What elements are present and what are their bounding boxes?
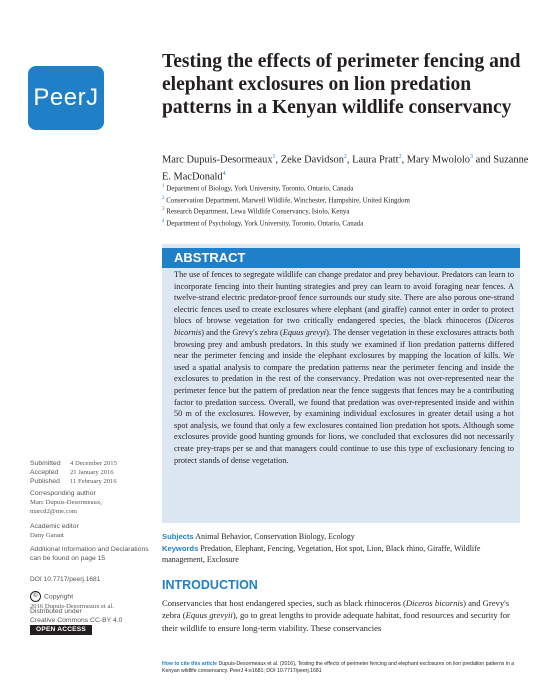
author-name: Mary Mwololo (406, 154, 470, 166)
author-separator: , (346, 154, 353, 166)
text-run: ) and the Grevy's zebra ( (201, 327, 283, 337)
text-run: The use of fences to segregate wildlife can change predator and prey behaviour. Predators can learn to incorporate fencing into their hunting strategies and prey can learn to avoid foraging near fences. A twelve-strand electric predator-proof fence surrounds our study site. There are also porous one-strand electric fences used to create exclosures where elephant (and giraffe) cannot enter in order to protect blocs of browse vegetation for two critically endangered species, the black rhinoceros ( (174, 270, 514, 326)
additional-info[interactable]: Additional Information and Declarations can be found on page 15 (30, 546, 149, 562)
keywords-label: Keywords (162, 544, 199, 553)
editor-label: Academic editor (30, 523, 79, 530)
affiliation-text: Department of Psychology, York University, Toronto, Ontario, Canada (164, 218, 364, 227)
affiliation-number: 2 (162, 195, 165, 201)
subjects-label: Subjects (162, 532, 194, 541)
text-run: ), go to great lengths to provide adequate habitat, food resources and security for their wildlife to ensure long-term viability. These conservancies (162, 610, 510, 633)
corresponding-email[interactable]: marcd2@me.com (30, 508, 77, 515)
copyright-icon: © (30, 591, 41, 602)
subjects-line (162, 531, 518, 542)
doi[interactable]: DOI 10.7717/peerj.1681 (30, 576, 101, 583)
author-separator: , (275, 154, 281, 166)
article-title: Testing the effects of perimeter fencing and elephant exclosures on lion predation patterns in a Kenyan wildlife conservancy (162, 51, 521, 118)
affiliation-number: 4 (162, 218, 165, 224)
citation-text: Dupuis-Desormeaux et al. (2016), Testing the effects of perimeter fencing and elephant exclosures on lion predation patterns in a Kenyan wildlife conservancy. PeerJ 4:e1681; DOI 10.7717/peerj.1681 (162, 661, 515, 675)
published-label: Published (30, 478, 60, 485)
copyright-text: 2016 Dupuis-Desormeaux et al. (30, 603, 114, 610)
affiliation-number: 1 (162, 184, 165, 189)
open-access-badge: OPEN ACCESS (30, 625, 92, 635)
submitted-date: 4 December 2015 (70, 460, 117, 467)
keywords-line (162, 543, 518, 565)
author-affiliation-number: 2 (343, 154, 347, 160)
abstract-body (174, 269, 514, 466)
author-name: Marc Dupuis-Desormeaux (162, 154, 273, 166)
academic-editor (30, 522, 152, 540)
copyright-label: Copyright (44, 593, 74, 601)
affiliation-text: Conservation Department, Marwell Wildlife, Winchester, Hampshire, United Kingdom (164, 195, 410, 204)
how-to-cite-label: How to cite this article (162, 661, 218, 667)
affiliation (162, 217, 532, 229)
accepted-label: Accepted (30, 469, 59, 476)
text-run: ). The denser vegetation in these exclosures attracts both browsing prey and ambush predators. In this study we examined if lion predation patterns differed near the perimeter fencing and inside the elephant exclosures by mapping the location of kills. We used a spatial analysis to compare the predation patterns near the perimeter fencing and inside the exclosures to predation in the rest of the conservancy. Predation was not over-represented near the perimeter fence but the pattern of predation near the fence suggests that fences may be a contributing factor to predation success. Overall, we found that predation was over-represented inside and within 50 m of the exclosures. However, by examining individual exclosures in greater detail using a hot spot analysis, we found that only a few exclosures contained lion predation hot spots. Although some exclosures provide good hunting grounds for lions, we concluded that exclosures did not necessarily create prey-traps per se and that managers could continue to use this type of exclusionary fencing to protect stands of dense vegetation. (174, 327, 514, 465)
logo-text: PeerJ (33, 84, 99, 111)
introduction-body (162, 597, 520, 634)
submitted-label: Submitted (30, 460, 61, 467)
author-separator: , (401, 154, 407, 166)
species-name: Equus grevyii (185, 610, 233, 621)
corresponding-label: Corresponding author (30, 490, 96, 497)
author-affiliation-number: 4 (222, 171, 226, 178)
affiliation-text: Research Department, Lewa Wildlife Conservancy, Isiolo, Kenya (164, 207, 350, 216)
subjects-text: Animal Behavior, Conservation Biology, Ecology (195, 532, 355, 541)
accepted-date: 21 January 2016 (70, 469, 114, 476)
abstract-heading: ABSTRACT (174, 250, 246, 265)
author-separator: and (473, 154, 494, 166)
author-list (162, 150, 532, 185)
editor-name: Dany Garant (30, 532, 64, 539)
author-affiliation-number: 1 (272, 154, 276, 160)
text-run: ) and Grevy's zebra ( (162, 598, 510, 621)
publication-dates (30, 459, 152, 486)
introduction-heading: INTRODUCTION (162, 578, 258, 592)
peerj-logo (28, 66, 104, 130)
author-affiliation-number: 2 (398, 154, 402, 160)
keywords-text: Predation, Elephant, Fencing, Vegetation, Hot spot, Lion, Black rhino, Giraffe, Wildlife management, Exclosure (162, 544, 481, 564)
text-run: Conservancies that host endangered species, such as black rhinoceros ( (162, 598, 406, 608)
author-name: Laura Pratt (352, 154, 399, 166)
distributed-label: Distributed under (30, 608, 82, 615)
species-name: Diceros bicornis (405, 598, 464, 608)
affiliation-list (162, 182, 532, 228)
citation-footer (162, 661, 520, 676)
affiliation-text: Department of Biology, York University, Toronto, Ontario, Canada (164, 184, 354, 193)
corresponding-author (30, 489, 152, 516)
species-name: Diceros bicornis (174, 316, 514, 337)
published-date: 11 February 2016 (70, 478, 117, 485)
author-name: Suzanne E. MacDonald (162, 154, 529, 183)
affiliation (162, 182, 532, 194)
license (30, 607, 152, 625)
copyright-line (30, 591, 152, 602)
affiliation-number: 3 (162, 207, 165, 213)
affiliation (162, 194, 532, 206)
license-name[interactable]: Creative Commons CC-BY 4.0 (30, 617, 123, 624)
species-name: Equus grevyi (282, 327, 327, 337)
corresponding-name: Marc Dupuis-Desormeaux, (30, 499, 102, 506)
affiliation (162, 205, 532, 217)
author-affiliation-number: 3 (470, 154, 473, 160)
author-name: Zeke Davidson (280, 154, 344, 166)
